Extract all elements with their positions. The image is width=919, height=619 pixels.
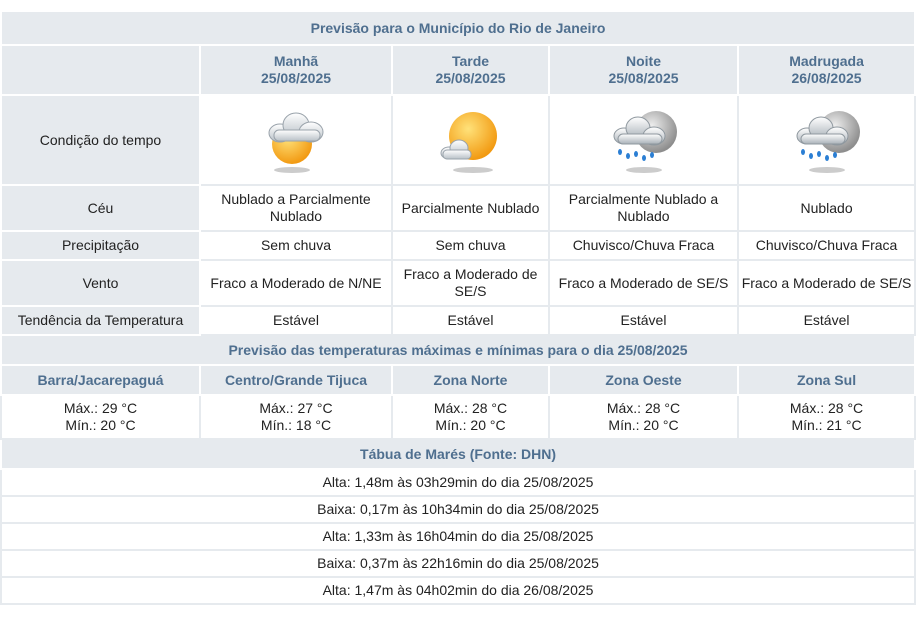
period-name: Tarde xyxy=(451,53,490,69)
tendencia-value: Estável xyxy=(549,306,738,335)
vento-value: Fraco a Moderado de N/NE xyxy=(200,260,392,306)
period-date: 25/08/2025 xyxy=(435,70,506,86)
ceu-value: Parcialmente Nublado xyxy=(392,185,549,231)
tendencia-value: Estável xyxy=(738,306,915,335)
vento-value: Fraco a Moderado de SE/S xyxy=(549,260,738,306)
zone-temps xyxy=(392,395,549,439)
temp-min: Mín.: 20 °C xyxy=(435,417,506,433)
period-header-manha xyxy=(200,45,392,95)
row-label-tendencia: Tendência da Temperatura xyxy=(1,306,200,335)
zone-name: Zona Sul xyxy=(738,365,915,395)
zone-temps xyxy=(738,395,915,439)
forecast-table xyxy=(0,10,916,605)
zone-name: Zona Norte xyxy=(392,365,549,395)
cloud-drizzle-icon xyxy=(787,98,867,178)
tide-row: Baixa: 0,17m às 10h34min do dia 25/08/2025 xyxy=(1,496,915,523)
tide-row: Alta: 1,48m às 03h29min do dia 25/08/2025 xyxy=(1,469,915,496)
period-date: 26/08/2025 xyxy=(791,70,862,86)
zone-temps xyxy=(1,395,200,439)
tide-row: Alta: 1,47m às 04h02min do dia 26/08/2025 xyxy=(1,577,915,604)
temp-max: Máx.: 28 °C xyxy=(789,400,864,416)
period-header-noite xyxy=(549,45,738,95)
temp-min: Mín.: 18 °C xyxy=(260,417,332,433)
tide-row: Baixa: 0,37m às 22h16min do dia 25/08/2025 xyxy=(1,550,915,577)
temp-max: Máx.: 29 °C xyxy=(63,400,138,416)
zone-temps xyxy=(549,395,738,439)
condition-cell xyxy=(392,95,549,185)
period-name: Madrugada xyxy=(789,53,864,69)
tides-title: Tábua de Marés (Fonte: DHN) xyxy=(1,439,915,469)
row-label-condicao: Condição do tempo xyxy=(1,95,200,185)
precipitacao-value: Chuvisco/Chuva Fraca xyxy=(549,231,738,260)
temp-min: Mín.: 21 °C xyxy=(791,417,862,433)
temps-title: Previsão das temperaturas máximas e mínimas para o dia 25/08/2025 xyxy=(1,335,915,365)
row-label-precipitacao: Precipitação xyxy=(1,231,200,260)
temp-min: Mín.: 20 °C xyxy=(608,417,679,433)
temp-max: Máx.: 28 °C xyxy=(606,400,681,416)
page-title: Previsão para o Município do Rio de Janeiro xyxy=(1,11,915,45)
temp-max: Máx.: 28 °C xyxy=(433,400,508,416)
period-date: 25/08/2025 xyxy=(608,70,679,86)
precipitacao-value: Sem chuva xyxy=(200,231,392,260)
partly-cloudy-sun-icon xyxy=(256,98,336,178)
cloud-drizzle-icon xyxy=(604,98,684,178)
temp-min: Mín.: 20 °C xyxy=(65,417,136,433)
row-label-vento: Vento xyxy=(1,260,200,306)
sun-with-cloud-icon xyxy=(431,98,511,178)
header-corner xyxy=(1,45,200,95)
period-name: Noite xyxy=(626,53,661,69)
forecast-panel xyxy=(0,10,914,605)
zone-name: Barra/Jacarepaguá xyxy=(1,365,200,395)
row-label-ceu: Céu xyxy=(1,185,200,231)
tendencia-value: Estável xyxy=(392,306,549,335)
condition-cell xyxy=(738,95,915,185)
temp-max: Máx.: 27 °C xyxy=(259,400,333,416)
precipitacao-value: Chuvisco/Chuva Fraca xyxy=(738,231,915,260)
zone-name: Centro/Grande Tijuca xyxy=(200,365,392,395)
period-header-tarde xyxy=(392,45,549,95)
zone-name: Zona Oeste xyxy=(549,365,738,395)
ceu-value: Parcialmente Nublado a Nublado xyxy=(549,185,738,231)
vento-value: Fraco a Moderado de SE/S xyxy=(738,260,915,306)
condition-cell xyxy=(549,95,738,185)
tendencia-value: Estável xyxy=(200,306,392,335)
tide-row: Alta: 1,33m às 16h04min do dia 25/08/2025 xyxy=(1,523,915,550)
condition-cell xyxy=(200,95,392,185)
vento-value: Fraco a Moderado de SE/S xyxy=(392,260,549,306)
ceu-value: Nublado xyxy=(738,185,915,231)
ceu-value: Nublado a Parcialmente Nublado xyxy=(200,185,392,231)
period-name: Manhã xyxy=(273,53,319,69)
zone-temps xyxy=(200,395,392,439)
period-date: 25/08/2025 xyxy=(260,70,332,86)
precipitacao-value: Sem chuva xyxy=(392,231,549,260)
period-header-madrugada xyxy=(738,45,915,95)
